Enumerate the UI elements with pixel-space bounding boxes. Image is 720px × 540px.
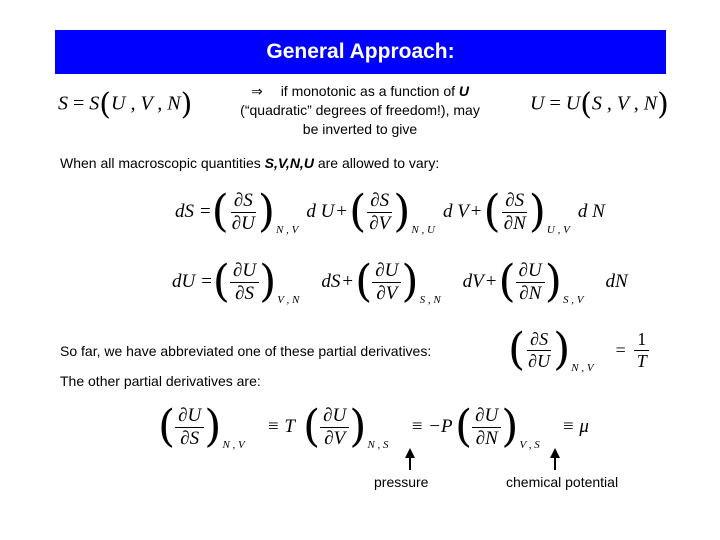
vary-statement: When all macroscopic quantities S,V,N,U are allowed to vary:: [60, 155, 440, 171]
chemical-potential-label: chemical potential: [506, 474, 619, 490]
pressure-derivative: ( $\frac{\partial U}{\partial V}$ ) N , S ≡ −P: [303, 401, 453, 453]
implies-symbol: ⇒: [250, 83, 263, 99]
page-title: General Approach:: [266, 40, 455, 63]
temperature-derivative: ( $\frac{\partial U}{\partial S}$ ) N , V ≡ T: [158, 401, 295, 453]
ds-differential-equation: dS = ( $\frac{\partial S}{\partial U}$ ) N , V d U + ( $\frac{\partial S}{\partial V}$ ) N , U d V + ( $\frac{\partial S}{\partial N}$ ) U , V d N: [175, 186, 605, 238]
other-derivatives-statement: The other partial derivatives are:: [60, 373, 261, 389]
chemical-potential-derivative: ( $\frac{\partial U}{\partial N}$ ) V , S ≡ μ: [455, 401, 589, 453]
pressure-label: pressure: [374, 474, 429, 490]
inversion-note: ⇒ if monotonic as a function of U (“quadratic” degrees of freedom!), may be inverted to give: [240, 83, 480, 137]
entropy-function-equation: S = S(U , V , N): [58, 87, 193, 122]
du-differential-equation: dU = ( $\frac{\partial U}{\partial S}$ ) V , N dS + ( $\frac{\partial U}{\partial V}$ ) S , N dV + ( $\frac{\partial U}{\partial N}$ ) S , V dN: [172, 256, 628, 308]
energy-function-equation: U = U(S , V , N): [530, 87, 669, 122]
pressure-arrow-shaft: [409, 456, 411, 470]
abbreviation-statement: So far, we have abbreviated one of these partial derivatives:: [60, 343, 432, 359]
title-bar: [55, 30, 666, 74]
temperature-definition: ( $\frac{\partial S}{\partial U}$ ) N , V = $\frac{1}{T}$: [508, 328, 650, 372]
chemical-potential-arrow-shaft: [554, 456, 556, 470]
